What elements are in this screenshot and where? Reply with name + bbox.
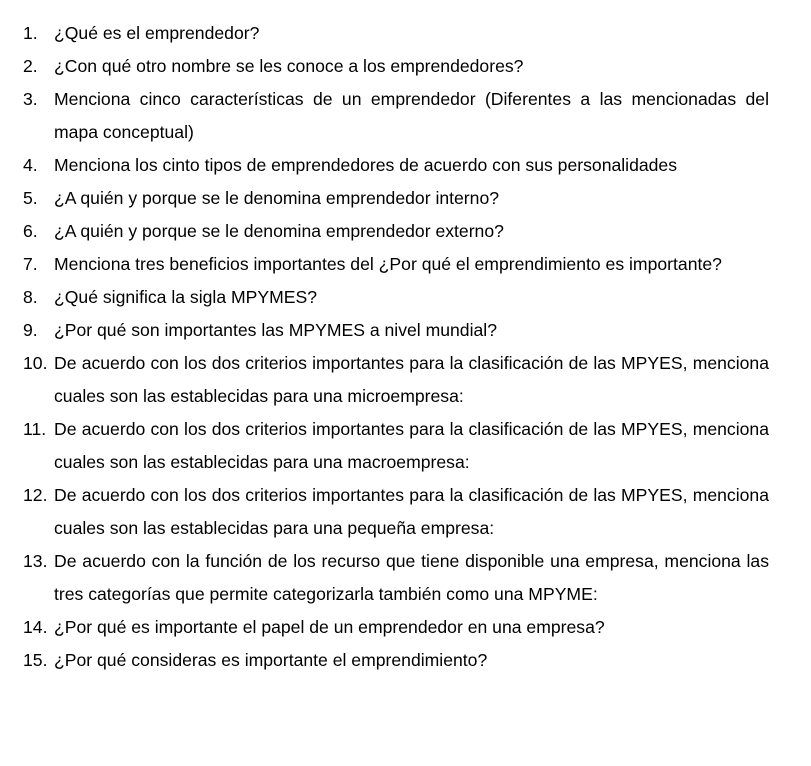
item-text: ¿Qué significa la sigla MPYMES? bbox=[54, 287, 318, 307]
list-item bbox=[23, 215, 769, 248]
list-item bbox=[23, 644, 769, 677]
item-number: 7. bbox=[23, 254, 38, 274]
item-text: De acuerdo con la función de los recurso que tiene disponible una empresa, menciona las tres categorías que permite categorizarla también como una MPYME: bbox=[54, 551, 769, 604]
item-text: Menciona cinco características de un emprendedor (Diferentes a las mencionadas del mapa conceptual) bbox=[54, 89, 769, 142]
item-text: ¿Por qué consideras es importante el emprendimiento? bbox=[54, 650, 488, 670]
item-text: Menciona tres beneficios importantes del ¿Por qué el emprendimiento es importante? bbox=[54, 254, 722, 274]
list-item bbox=[23, 281, 769, 314]
item-text: ¿A quién y porque se le denomina emprendedor externo? bbox=[54, 221, 504, 241]
list-item bbox=[23, 314, 769, 347]
item-text: ¿Por qué son importantes las MPYMES a nivel mundial? bbox=[54, 320, 497, 340]
item-number: 9. bbox=[23, 320, 38, 340]
item-number: 3. bbox=[23, 89, 38, 109]
item-number: 14. bbox=[23, 617, 48, 637]
item-text: De acuerdo con los dos criterios importantes para la clasificación de las MPYES, menciona cuales son las establecidas para una macroempresa: bbox=[54, 419, 769, 472]
item-text: ¿A quién y porque se le denomina emprendedor interno? bbox=[54, 188, 500, 208]
list-item bbox=[23, 17, 769, 50]
list-item bbox=[23, 413, 769, 479]
list-item bbox=[23, 50, 769, 83]
list-item bbox=[23, 149, 769, 182]
item-number: 2. bbox=[23, 56, 38, 76]
item-number: 5. bbox=[23, 188, 38, 208]
item-number: 12. bbox=[23, 485, 48, 505]
item-text: De acuerdo con los dos criterios importantes para la clasificación de las MPYES, menciona cuales son las establecidas para una pequeña empresa: bbox=[54, 485, 769, 538]
item-number: 8. bbox=[23, 287, 38, 307]
item-text: ¿Por qué es importante el papel de un emprendedor en una empresa? bbox=[54, 617, 605, 637]
list-item bbox=[23, 248, 769, 281]
item-number: 1. bbox=[23, 23, 38, 43]
item-text: De acuerdo con los dos criterios importantes para la clasificación de las MPYES, menciona cuales son las establecidas para una microempresa: bbox=[54, 353, 769, 406]
list-item bbox=[23, 479, 769, 545]
list-item bbox=[23, 347, 769, 413]
item-number: 4. bbox=[23, 155, 38, 175]
list-item bbox=[23, 545, 769, 611]
item-number: 10. bbox=[23, 353, 48, 373]
list-item bbox=[23, 83, 769, 149]
item-text: ¿Con qué otro nombre se les conoce a los emprendedores? bbox=[54, 56, 524, 76]
list-item bbox=[23, 611, 769, 644]
item-number: 6. bbox=[23, 221, 38, 241]
item-text: Menciona los cinto tipos de emprendedores de acuerdo con sus personalidades bbox=[54, 155, 678, 175]
item-number: 11. bbox=[23, 419, 47, 439]
question-list bbox=[23, 17, 769, 677]
item-number: 15. bbox=[23, 650, 48, 670]
item-text: ¿Qué es el emprendedor? bbox=[54, 23, 260, 43]
list-item bbox=[23, 182, 769, 215]
item-number: 13. bbox=[23, 551, 48, 571]
